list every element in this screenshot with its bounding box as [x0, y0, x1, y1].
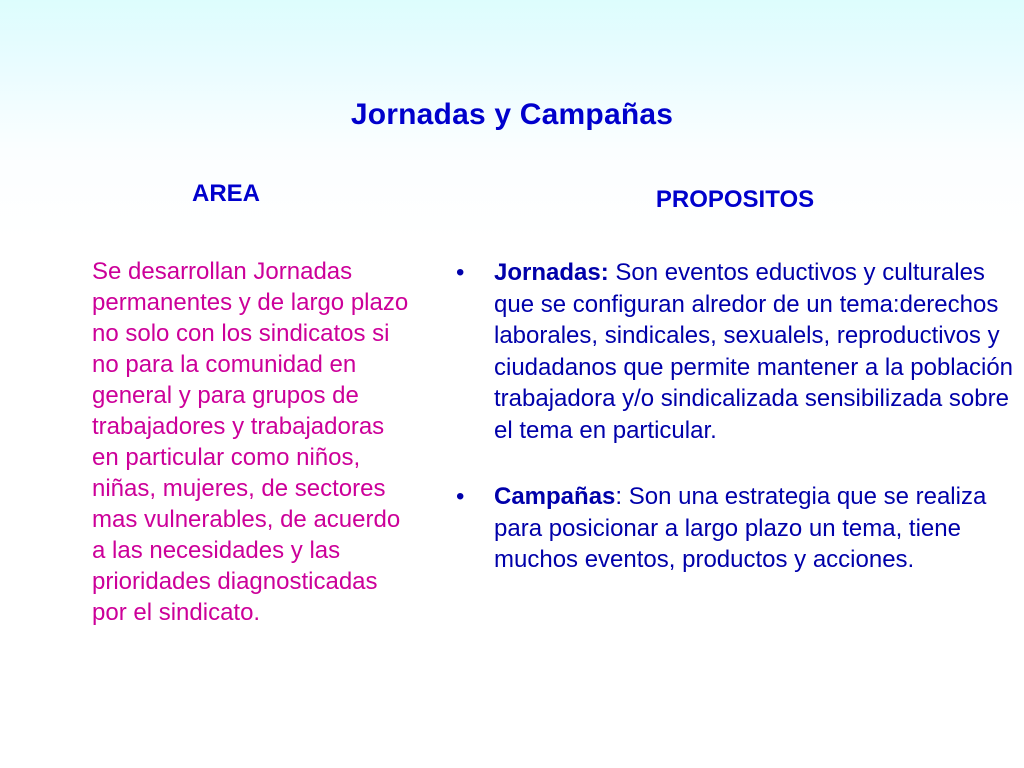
area-heading: AREA — [191, 180, 260, 207]
bullet-term: Jornadas: — [494, 259, 609, 286]
bullet-text: Son eventos eductivos y culturales que se configuran alredor de un tema:derechos laborales, sindicales, sexualels, reproductivos y ciudadanos que permite mantener a la población trabajadora y/o sindicalizada sensibilizada sobre el tema en particular. — [494, 259, 1014, 444]
propositos-list — [456, 257, 1016, 576]
area-description: Se desarrollan Jornadas permanentes y de largo plazo no solo con los sindicatos si no para la comunidad en general y para grupos de trabajadores y trabajadoras en particular como niños, niñas, mujeres, de sectores mas vulnerables, de acuerdo a las necesidades y las prioridades diagnosticadas por el sindicato. — [92, 258, 409, 626]
propositos-heading: PROPOSITOS — [655, 186, 815, 213]
bullet-dot-icon: • — [456, 483, 465, 510]
bullet-text: : Son una estrategia que se realiza para posicionar a largo plazo un tema, tiene muchos eventos, productos y acciones. — [494, 483, 987, 573]
propositos-item-campanas — [456, 481, 1016, 576]
bullet-dot-icon: • — [456, 259, 465, 286]
bullet-term: Campañas — [494, 483, 616, 510]
propositos-item-jornadas — [456, 257, 1016, 446]
slide-title: Jornadas y Campañas — [350, 98, 674, 131]
